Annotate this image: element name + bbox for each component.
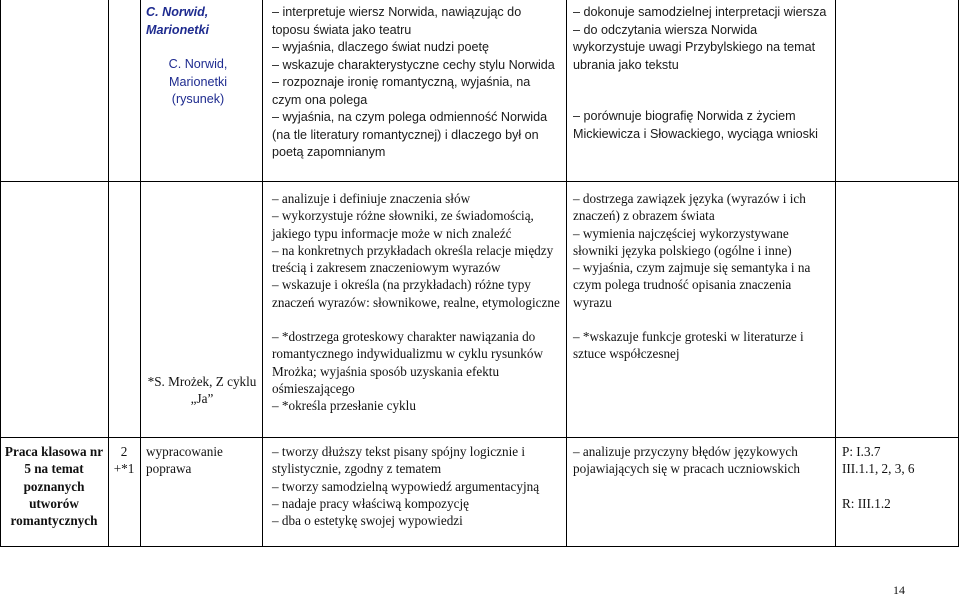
column-divider bbox=[262, 0, 263, 547]
standard-code: III.1.1, 2, 3, 6 bbox=[842, 461, 915, 477]
requirement-item: – analizuje przyczyny błędów językowych pojawiających się w pracach uczniowskich bbox=[573, 444, 801, 477]
text-title: C. Norwid, Marionetki bbox=[146, 5, 209, 37]
requirement-item: – *wskazuje funkcje groteski w literaturze i sztuce współczesnej bbox=[573, 329, 804, 362]
requirement-item: – wskazuje i określa (na przykładach) różne typy znaczeń wyrazów: słownikowe, realne, etymologiczne bbox=[272, 277, 560, 310]
requirement-item: – wyjaśnia, na czym polega odmienność Norwida (na tle literatury romantycznej) i dlaczego był on poetą zapomnianym bbox=[272, 110, 548, 159]
table-border-left bbox=[0, 0, 1, 547]
text-subtitle: C. Norwid, Marionetki bbox=[168, 57, 228, 89]
basic-requirements-cell bbox=[272, 190, 564, 415]
requirement-item: – wymienia najczęściej wykorzystywane słowniki języka polskiego (ogólne i inne) bbox=[573, 225, 792, 258]
standard-code: R: III.1.2 bbox=[842, 495, 891, 511]
extended-requirements-cell bbox=[573, 4, 831, 143]
column-divider bbox=[108, 0, 109, 547]
column-divider bbox=[835, 0, 836, 547]
text-title: *S. Mrożek, Z cyklu „Ja” bbox=[147, 374, 257, 407]
standards-cell bbox=[842, 443, 956, 512]
standard-code: P: I.3.7 bbox=[842, 444, 881, 459]
requirement-item: – *określa przesłanie cyklu bbox=[272, 398, 416, 414]
requirement-item: – do odczytania wiersza Norwida wykorzystuje uwagi Przybylskiego na temat ubrania jako tekstu bbox=[573, 22, 816, 72]
row-divider bbox=[0, 181, 959, 182]
text-subtitle-note: (rysunek) bbox=[171, 92, 225, 106]
requirement-item: – dba o estetykę swojej wypowiedzi bbox=[272, 513, 463, 529]
requirement-item: – tworzy samodzielną wypowiedź argumentacyjną bbox=[272, 478, 540, 494]
extended-requirements-cell bbox=[573, 443, 831, 478]
requirement-item: – wyjaśnia, czym zajmuje się semantyka i na czym polega trudność opisania znaczenia wyrazu bbox=[573, 260, 811, 310]
requirement-item: – wykorzystuje różne słowniki, ze świadomością, jakiego typu informacje może w nich znaleźć bbox=[272, 208, 534, 241]
requirement-item: – nadaje pracy właściwą kompozycję bbox=[272, 495, 469, 511]
requirement-item: – *dostrzega groteskowy charakter nawiązania do romantycznego indywidualizmu w cyklu rysunków Mrożka; wyjaśnia sposób uzyskania efektu ośmieszającego bbox=[272, 329, 544, 396]
page-number: 14 bbox=[893, 583, 905, 597]
requirement-item: – interpretuje wiersz Norwida, nawiązując do toposu świata jako teatru bbox=[272, 5, 522, 37]
requirement-item: – analizuje i definiuje znaczenia słów bbox=[272, 191, 471, 206]
material-cell bbox=[146, 443, 258, 478]
requirement-item: – porównuje biografię Norwida z życiem Mickiewicza i Słowackiego, wyciąga wnioski bbox=[573, 109, 818, 141]
material-text: wypracowanie poprawa bbox=[146, 444, 223, 477]
hours-cell bbox=[110, 443, 138, 478]
lesson-topic: Praca klasowa nr 5 na temat poznanych utworów romantycznych bbox=[4, 444, 104, 529]
reading-text-cell bbox=[146, 373, 258, 408]
table-border-bottom bbox=[0, 546, 959, 547]
requirement-item: – wskazuje charakterystyczne cechy stylu Norwida bbox=[272, 57, 555, 72]
reading-text-cell bbox=[146, 4, 258, 109]
basic-requirements-cell bbox=[272, 443, 564, 529]
requirement-item: – tworzy dłuższy tekst pisany spójny logicznie i stylistycznie, zgodny z tematem bbox=[272, 444, 526, 477]
table-border-right bbox=[958, 0, 959, 547]
requirement-item: – dokonuje samodzielnej interpretacji wiersza bbox=[573, 5, 827, 19]
row-divider bbox=[0, 437, 959, 438]
extended-requirements-cell bbox=[573, 190, 831, 363]
column-divider bbox=[566, 0, 567, 547]
requirement-item: – na konkretnych przykładach określa relacje między treścią i zakresem znaczeniowym wyrazów bbox=[272, 242, 554, 276]
basic-requirements-cell bbox=[272, 4, 562, 162]
requirement-item: – rozpoznaje ironię romantyczną, wyjaśnia, na czym ona polega bbox=[272, 75, 531, 107]
lesson-topic-cell bbox=[2, 443, 106, 529]
hours-count: 2 +*1 bbox=[113, 444, 135, 477]
requirement-item: – dostrzega zawiązek języka (wyrazów i ich znaczeń) z obrazem świata bbox=[573, 191, 806, 224]
requirement-item: – wyjaśnia, dlaczego świat nudzi poetę bbox=[272, 40, 490, 54]
